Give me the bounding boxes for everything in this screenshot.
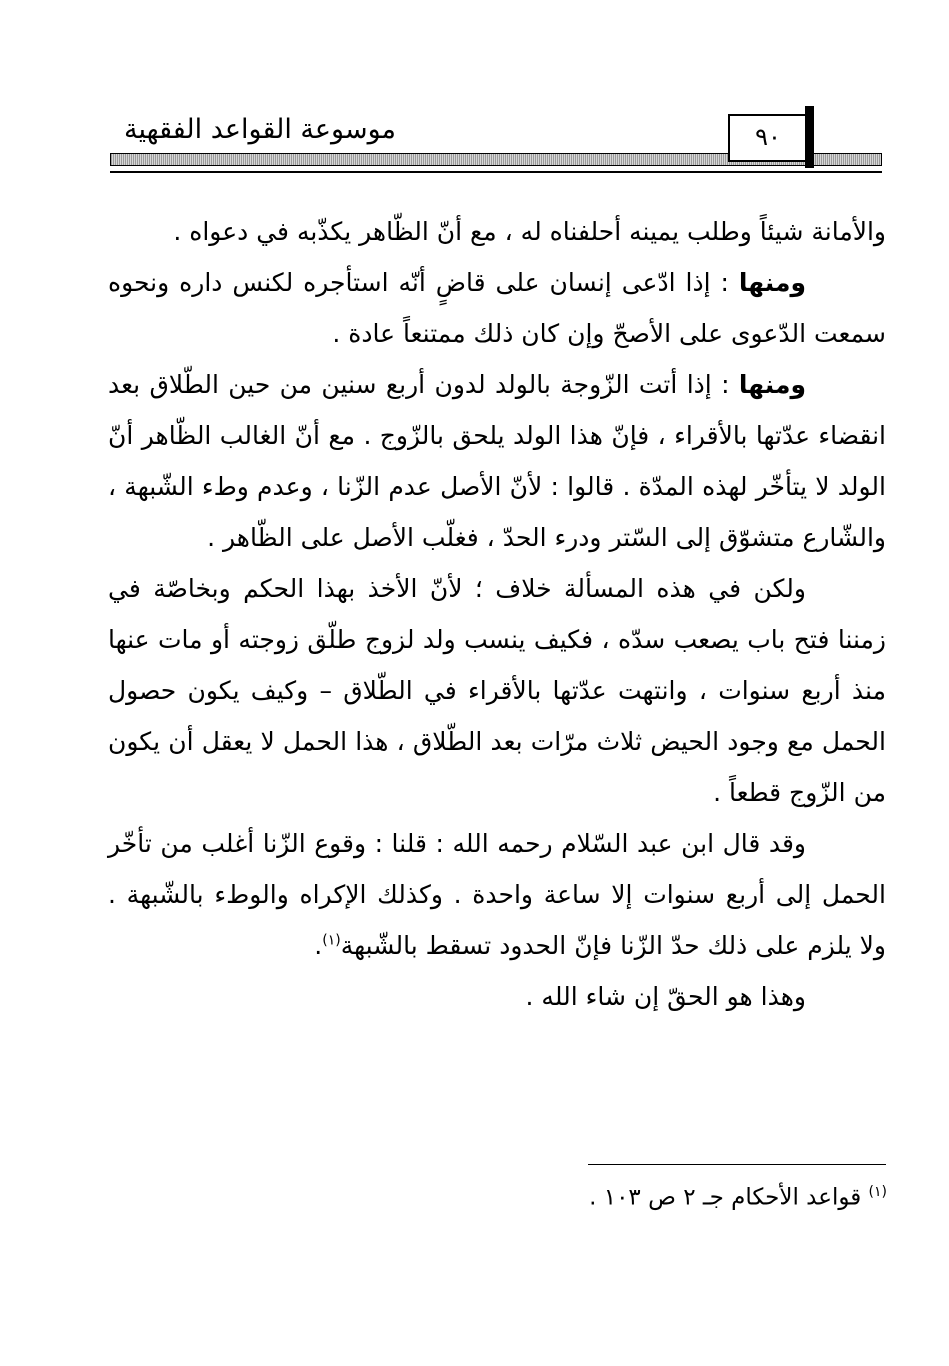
paragraph-1-text: والأمانة شيئاً وطلب يمينه أحلفناه له ، مع أنّ الظّاهر يكذّبه في دعواه .	[173, 217, 886, 246]
paragraph-2-text: : إذا ادّعى إنسان على قاضٍ أنّه استأجره لكنس داره ونحوه سمعت الدّعوى على الأصحّ وإن كان ذلك ممتنعاً عادة .	[108, 268, 886, 348]
paragraph-6-text: وهذا هو الحقّ إن شاء الله .	[525, 982, 806, 1011]
footnote-text: قواعد الأحكام جـ ٢ ص ١٠٣ .	[589, 1184, 862, 1211]
footnote-separator	[588, 1164, 886, 1165]
page-number-box-edge	[805, 106, 814, 168]
paragraph-3	[108, 359, 886, 563]
body-text	[108, 206, 886, 1022]
paragraph-5-end: .	[314, 931, 323, 960]
page-number: ٩٠	[755, 123, 781, 151]
paragraph-5-text: وقد قال ابن عبد السّلام رحمه الله : قلنا : وقوع الزّنا أغلب من تأخّر الحمل إلى أربع سنوات إلا ساعة واحدة . وكذلك الإكراه والوطء بالشّبهة . ولا يلزم على ذلك حدّ الزّنا فإنّ الحدود تسقط بالشّبهة	[108, 829, 886, 960]
paragraph-1	[108, 206, 886, 257]
page-header	[108, 108, 884, 178]
header-rule	[110, 171, 882, 173]
paragraph-4-text: ولكن في هذه المسألة خلاف ؛ لأنّ الأخذ بهذا الحكم وبخاصّة في زمننا فتح باب يصعب سدّه ، فكيف ينسب ولد لزوج طلّق زوجته أو مات عنها منذ أربع سنوات ، وانتهت عدّتها بالأقراء في الطّلاق – وكيف يكون حصول الحمل مع وجود الحيض ثلاث مرّات بعد الطّلاق ، هذا الحمل لا يعقل أن يكون من الزّوج قطعاً .	[108, 574, 886, 807]
footnote	[589, 1184, 887, 1211]
paragraph-4	[108, 563, 886, 818]
paragraph-3-text: : إذا أتت الزّوجة بالولد لدون أربع سنين من حين الطّلاق بعد انقضاء عدّتها بالأقراء ، فإنّ هذا الولد يلحق بالزّوج . مع أنّ الغالب الظّاهر أنّ الولد لا يتأخّر لهذه المدّة . قالوا : لأنّ الأصل عدم الزّنا ، وعدم وطء الشّبهة ، والشّارع متشوّق إلى السّتر ودرء الحدّ ، فغلّب الأصل على الظّاهر .	[108, 370, 886, 552]
page-number-box	[728, 114, 808, 162]
paragraph-5	[108, 818, 886, 971]
paragraph-2	[108, 257, 886, 359]
footnote-reference[interactable]: (١)	[322, 932, 341, 949]
footnote-mark: (١)	[868, 1184, 887, 1200]
paragraph-3-lead: ومنها	[738, 370, 806, 399]
paragraph-2-lead: ومنها	[738, 268, 806, 297]
running-title: موسوعة القواعد الفقهية	[124, 114, 396, 145]
paragraph-6	[108, 971, 886, 1022]
